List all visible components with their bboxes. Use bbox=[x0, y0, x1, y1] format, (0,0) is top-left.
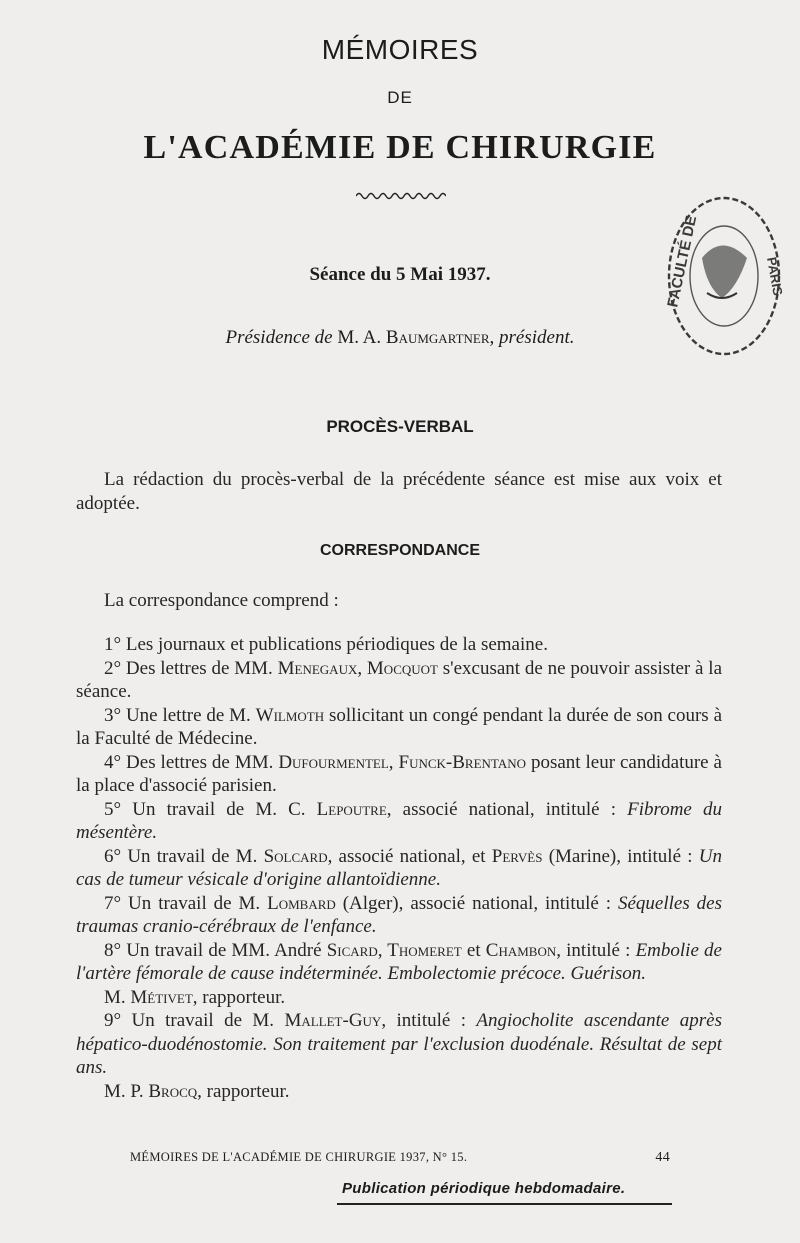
item-names: Dufourmentel, Funck-Brentano bbox=[278, 751, 526, 773]
item-post: posant leur candidature à la place d'associé parisien. bbox=[76, 751, 722, 796]
item-pre: M. P. bbox=[104, 1080, 149, 1102]
president-suffix: , président. bbox=[489, 327, 575, 348]
item-post: , rapporteur. bbox=[197, 1080, 290, 1102]
item-post2: (Marine), intitulé : bbox=[542, 845, 699, 867]
journal-title-line3: L'ACADÉMIE DE CHIRURGIE bbox=[143, 129, 657, 166]
list-item bbox=[76, 798, 722, 845]
list-item bbox=[76, 1009, 722, 1080]
item-names2: Chambon bbox=[485, 939, 557, 961]
journal-title-line2: DE bbox=[387, 88, 413, 107]
item-post: sollicitant un congé pendant la durée de son cours à la Faculté de Médecine. bbox=[76, 704, 722, 749]
item-post: , associé national, intitulé : bbox=[386, 798, 628, 820]
presidence-prefix: Présidence de bbox=[225, 327, 333, 348]
item-post: , associé national, et bbox=[327, 845, 492, 867]
ornament-divider bbox=[356, 190, 446, 202]
list-item bbox=[76, 845, 722, 892]
item-pre: 9° Un travail de M. bbox=[104, 1010, 285, 1031]
item-title: Un cas de tumeur vésicale d'origine allantoïdienne. bbox=[76, 845, 722, 890]
correspondance-heading: CORRESPONDANCE bbox=[319, 542, 480, 559]
item-pre: 3° Une lettre de M. bbox=[104, 704, 256, 726]
item-names: Brocq bbox=[148, 1080, 198, 1102]
item-names: Lombard bbox=[267, 892, 336, 914]
stamp-text-top: FACULTÉ DE bbox=[664, 214, 701, 309]
list-item bbox=[76, 633, 722, 657]
item-names: Lepoutre bbox=[316, 798, 387, 820]
item-pre: 4° Des lettres de MM. bbox=[104, 751, 279, 773]
list-item-rapporteur bbox=[76, 986, 722, 1010]
publication-underline bbox=[337, 1203, 672, 1205]
item-post: et bbox=[461, 939, 486, 961]
session-date: Séance du 5 Mai 1937. bbox=[309, 264, 491, 285]
proces-verbal-text bbox=[76, 468, 722, 515]
correspondance-intro bbox=[76, 589, 722, 613]
proces-verbal-paragraph: La rédaction du procès-verbal de la précédente séance est mise aux voix et adoptée. bbox=[76, 469, 722, 514]
list-item-rapporteur bbox=[76, 1080, 722, 1104]
item-names2: Pervès bbox=[491, 845, 543, 867]
item-names: Solcard bbox=[263, 845, 328, 867]
page-number: 44 bbox=[655, 1150, 670, 1165]
item-pre: 7° Un travail de M. bbox=[104, 892, 268, 914]
journal-title-line1: MÉMOIRES bbox=[321, 34, 479, 65]
item-pre: 5° Un travail de M. C. bbox=[104, 798, 317, 820]
stamp-text-side: PARIS bbox=[764, 255, 786, 297]
item-names: Métivet bbox=[130, 986, 193, 1008]
item-post2: , intitulé : bbox=[556, 939, 636, 961]
president-name: Baumgartner bbox=[385, 327, 490, 348]
list-item bbox=[76, 704, 722, 751]
list-item bbox=[76, 892, 722, 939]
publication-note: Publication périodique hebdomadaire. bbox=[342, 1180, 626, 1197]
item-pre: 6° Un travail de M. bbox=[104, 845, 264, 867]
item-text: 1° Les journaux et publications périodiques de la semaine. bbox=[104, 634, 548, 655]
item-post: , rapporteur. bbox=[192, 986, 286, 1008]
item-title: Angiocholite ascendante après hépatico-duodénostomie. Son traitement par l'exclusion duodénale. Résultat de sept ans. bbox=[76, 1010, 722, 1078]
item-names: Wilmoth bbox=[255, 704, 325, 726]
item-title: Embolie de l'artère fémorale de cause indéterminée. Embolectomie précoce. Guérison. bbox=[76, 939, 722, 984]
item-post: s'excusant de ne pouvoir assister à la séance. bbox=[76, 657, 723, 702]
item-names: Mallet-Guy bbox=[284, 1010, 382, 1031]
correspondance-intro-text: La correspondance comprend : bbox=[104, 590, 339, 611]
list-item bbox=[76, 751, 722, 798]
item-pre: 2° Des lettres de MM. bbox=[104, 657, 278, 679]
presidence-line bbox=[0, 327, 800, 349]
item-post: (Alger), associé national, intitulé : bbox=[335, 892, 618, 914]
item-title: Fibrome du mésentère. bbox=[76, 798, 722, 843]
president-initials: M. A. bbox=[337, 327, 382, 348]
item-names: Menegaux, Mocquot bbox=[277, 657, 438, 679]
proces-verbal-heading: PROCÈS-VERBAL bbox=[326, 417, 474, 436]
item-post: , intitulé : bbox=[381, 1010, 477, 1031]
item-pre: M. bbox=[104, 986, 131, 1008]
item-names: Sicard, Thomeret bbox=[326, 939, 462, 961]
list-item bbox=[76, 657, 722, 704]
correspondance-list bbox=[76, 633, 722, 1103]
list-item bbox=[76, 939, 722, 986]
item-pre: 8° Un travail de MM. André bbox=[104, 939, 327, 961]
item-title: Séquelles des traumas cranio-cérébraux de l'enfance. bbox=[76, 892, 722, 937]
footer-running-title: MÉMOIRES DE L'ACADÉMIE DE CHIRURGIE 1937, N° 15. bbox=[130, 1150, 468, 1164]
